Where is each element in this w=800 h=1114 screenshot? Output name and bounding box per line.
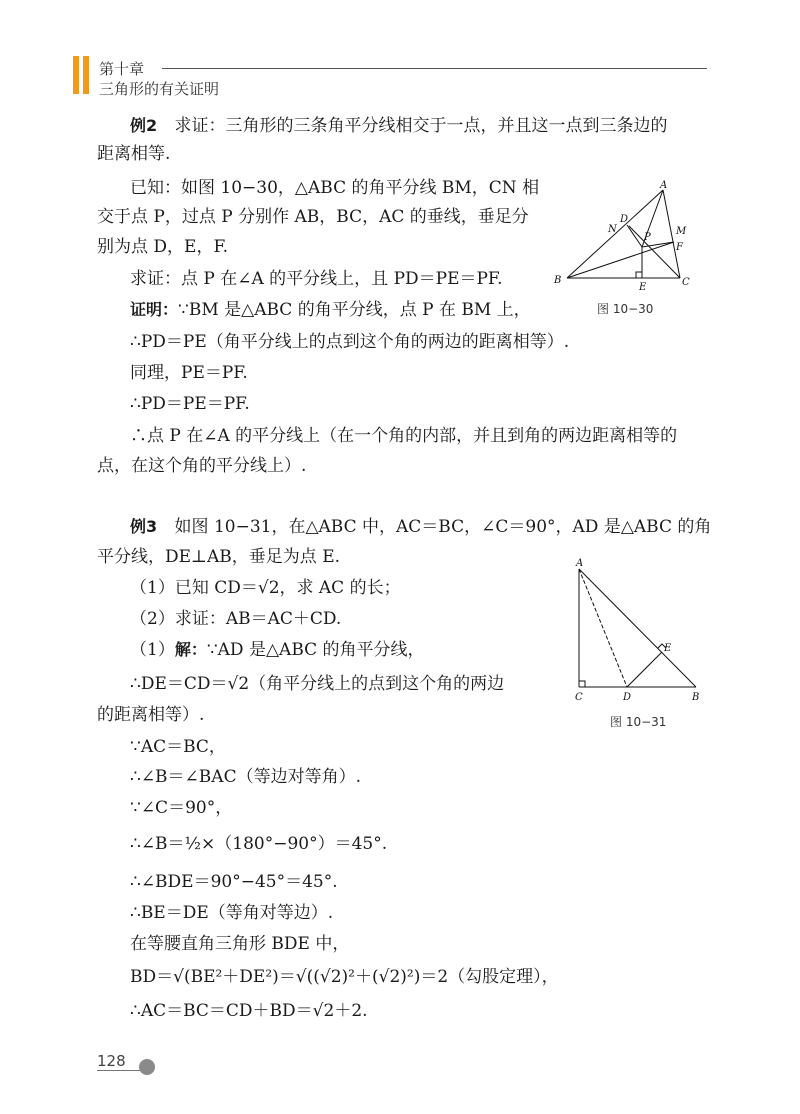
figure-10-31-caption: 图 10−31 (610, 715, 667, 729)
example2-line: ∴PD＝PE＝PF. (130, 394, 250, 414)
example2-line: 点，在这个角的平分线上）. (97, 456, 307, 476)
fig30-label-n: N (608, 224, 617, 235)
fig31-label-c: C (575, 692, 583, 703)
example2-line: 距离相等. (97, 144, 171, 164)
example3-line: （1）解：∵AD 是△ABC 的角平分线， (130, 640, 425, 660)
example3-line: 在等腰直角三角形 BDE 中， (130, 934, 350, 954)
example3-line: BD＝√(BE²＋DE²)＝√((√2)²＋(√2)²)＝2（勾股定理）， (130, 967, 559, 987)
fig30-label-a: A (660, 180, 668, 191)
example3-line: 平分线，DE⊥AB，垂足为点 E. (97, 547, 341, 567)
example3-line: ∵AC＝BC， (130, 737, 226, 757)
solve-label: 解： (174, 640, 207, 659)
fig30-label-m: M (676, 226, 687, 237)
example3-line: （2）求证：AB＝AC＋CD. (130, 609, 342, 629)
chapter-title: 三角形的有关证明 (99, 80, 220, 98)
example3-line: ∴DE＝CD＝√2（角平分线上的点到这个角的两边 (130, 674, 505, 694)
page-number: 128 (97, 1052, 126, 1070)
fig31-label-d: D (623, 692, 632, 703)
fig30-label-b: B (554, 275, 562, 286)
fig31-label-b: B (692, 692, 700, 703)
example3-line: ∵∠C＝90°， (130, 798, 233, 818)
proof-label: 证明： (130, 300, 179, 319)
example3-line: ∴BE＝DE（等角对等边）. (130, 903, 334, 923)
example2-line: 已知：如图 10−30，△ABC 的角平分线 BM，CN 相 (130, 178, 540, 198)
fig31-label-a: A (576, 558, 584, 569)
example3-line: ∴∠BDE＝90°−45°＝45°. (130, 872, 338, 892)
header-accent-bar (83, 56, 89, 94)
header-accent-bar (73, 56, 79, 94)
example2-line: 例2 求证：三角形的三条角平分线相交于一点，并且这一点到三条边的 (130, 116, 668, 136)
figure-10-30 (550, 180, 700, 295)
example2-line: 交于点 P，过点 P 分别作 AB，BC，AC 的垂线，垂足分 (97, 207, 529, 227)
page-number-dot (139, 1059, 155, 1075)
example2-label: 例2 (130, 116, 158, 135)
example2-line: 别为点 D，E，F. (97, 237, 228, 257)
example2-line: ∴点 P 在∠A 的平分线上（在一个角的内部，并且到角的两边距离相等的 (130, 426, 678, 446)
example2-line: ∴PD＝PE（角平分线上的点到这个角的两边的距离相等）. (130, 332, 570, 352)
example2-line: 证明：∵BM 是△ABC 的角平分线，点 P 在 BM 上， (130, 300, 531, 320)
example3-line: 的距离相等）. (97, 705, 205, 725)
header-rule (162, 68, 707, 69)
example3-line: 例3 如图 10−31，在△ABC 中，AC＝BC，∠C＝90°，AD 是△ABC 的角 (130, 517, 712, 537)
example3-line: ∴∠B＝½×（180°−90°）＝45°. (130, 834, 388, 854)
example3-line: ∴AC＝BC＝CD＋BD＝√2＋2. (130, 1001, 368, 1021)
fig30-label-f: F (676, 242, 683, 253)
fig30-label-p: P (644, 232, 651, 243)
example2-line: 求证：点 P 在∠A 的平分线上，且 PD＝PE＝PF. (130, 269, 503, 289)
fig30-label-e: E (639, 282, 647, 293)
figure-10-31 (568, 555, 708, 705)
chapter-label: 第十章 (99, 60, 145, 78)
example2-line: 同理，PE＝PF. (130, 363, 248, 383)
example3-line: （1）已知 CD＝√2，求 AC 的长； (130, 578, 401, 598)
fig31-label-e: E (664, 643, 672, 654)
example3-line: ∴∠B＝∠BAC（等边对等角）. (130, 767, 361, 787)
fig30-label-d: D (620, 214, 629, 225)
fig30-label-c: C (682, 277, 690, 288)
figure-10-30-caption: 图 10−30 (597, 302, 654, 316)
example3-label: 例3 (130, 517, 158, 536)
